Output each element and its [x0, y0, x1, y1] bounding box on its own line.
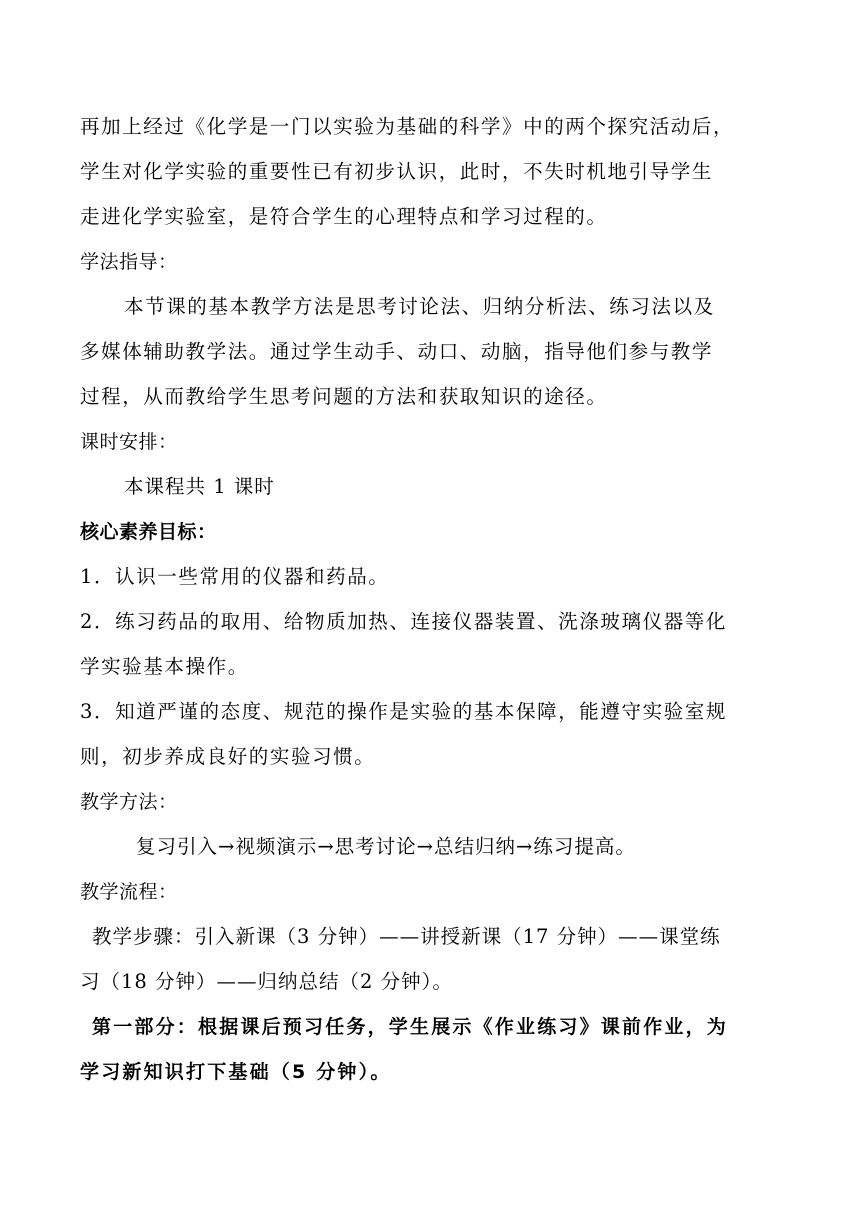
process-heading: 教学流程：	[80, 881, 178, 903]
intro-line-3: 走进化学实验室，是符合学生的心理特点和学习过程的。	[80, 205, 608, 228]
core-goal-line-1: 1．认识一些常用的仪器和药品。	[80, 565, 390, 588]
part-one-line-2: 学习新知识打下基础（5 分钟）。	[80, 1061, 392, 1083]
study-guide-line-1: 本节课的基本教学方法是思考讨论法、归纳分析法、练习法以及	[124, 295, 715, 318]
core-goal-line-5: 则，初步养成良好的实验习惯。	[80, 745, 376, 768]
schedule-heading: 课时安排：	[80, 431, 178, 453]
core-goal-line-2: 2．练习药品的取用、给物质加热、连接仪器装置、洗涤玻璃仪器等化	[80, 610, 728, 633]
intro-line-2: 学生对化学实验的重要性已有初步认识，此时，不失时机地引导学生	[80, 160, 714, 183]
intro-line-1: 再加上经过《化学是一门以实验为基础的科学》中的两个探究活动后，	[80, 115, 735, 138]
process-line-1: 教学步骤：引入新课（3 分钟）——讲授新课（17 分钟）——课堂练	[92, 925, 721, 948]
methods-text: 复习引入→视频演示→思考讨论→总结归纳→练习提高。	[136, 835, 636, 858]
methods-heading: 教学方法：	[80, 791, 178, 813]
study-guide-line-3: 过程，从而教给学生思考问题的方法和获取知识的途径。	[80, 385, 608, 408]
schedule-text: 本课程共 1 课时	[124, 475, 275, 498]
study-guide-line-2: 多媒体辅助教学法。通过学生动手、动口、动脑，指导他们参与教学	[80, 340, 714, 363]
study-guide-heading: 学法指导：	[80, 251, 178, 273]
core-goal-line-4: 3．知道严谨的态度、规范的操作是实验的基本保障，能遵守实验室规	[80, 700, 728, 723]
core-goal-line-3: 学实验基本操作。	[80, 655, 249, 678]
process-line-2: 习（18 分钟）——归纳总结（2 分钟）。	[80, 970, 453, 993]
part-one-line-1: 第一部分：根据课后预习任务，学生展示《作业练习》课前作业，为	[92, 1016, 729, 1038]
core-goals-heading: 核心素养目标：	[80, 521, 217, 543]
